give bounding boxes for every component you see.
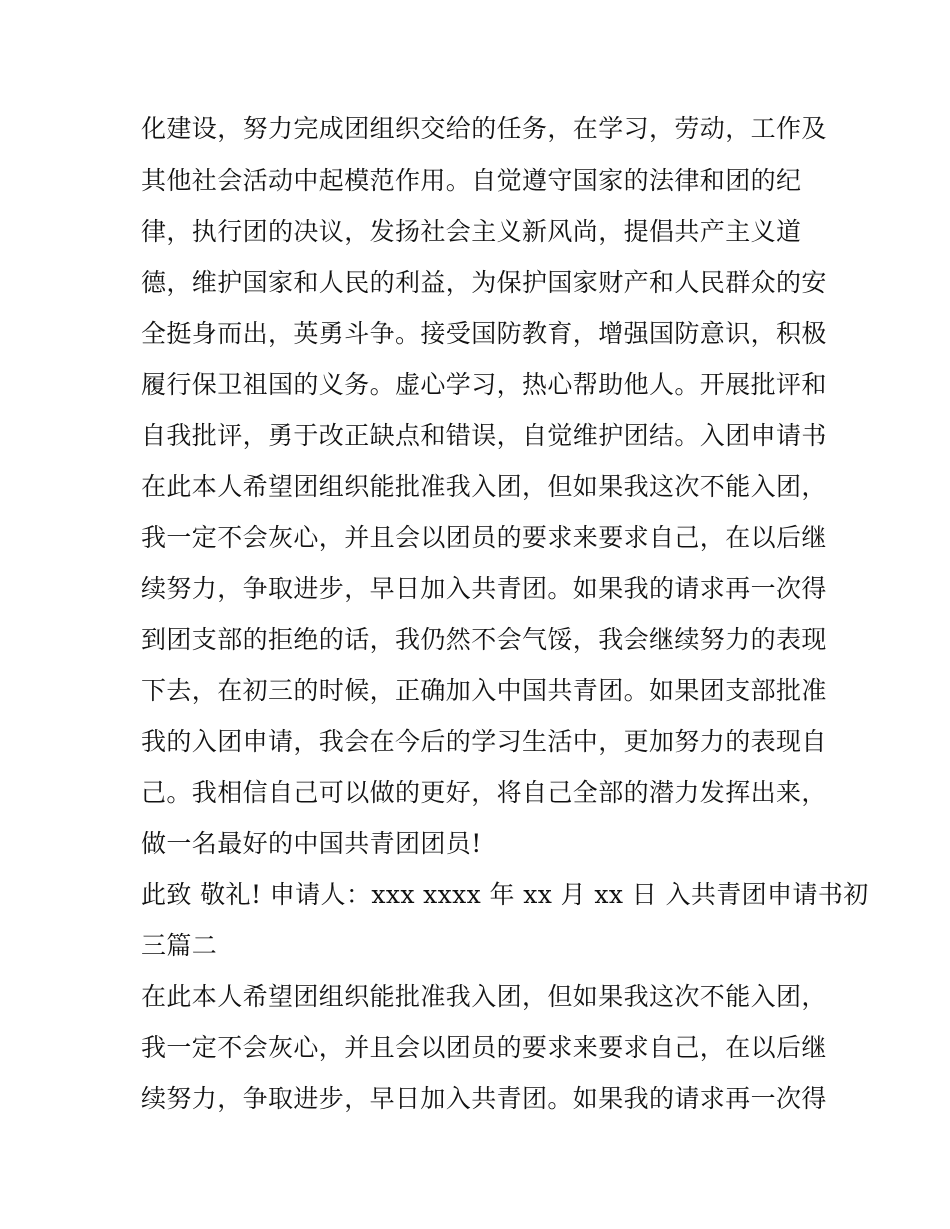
text-line: 履行保卫祖国的义务。虚心学习，热心帮助他人。开展批评和	[141, 370, 827, 399]
text-line: 我的入团申请，我会在今后的学习生活中，更加努力的表现自	[141, 727, 827, 756]
text-line: 我一定不会灰心，并且会以团员的要求来要求自己，在以后继	[141, 523, 827, 552]
text-line: 在此本人希望团组织能批准我入团，但如果我这次不能入团，	[141, 982, 827, 1011]
text-line: 做一名最好的中国共青团团员!	[141, 829, 482, 858]
text-line: 全挺身而出，英勇斗争。接受国防教育，增强国防意识，积极	[141, 319, 827, 348]
text-line: 续努力，争取进步，早日加入共青团。如果我的请求再一次得	[141, 1084, 827, 1113]
text-line: 己。我相信自己可以做的更好，将自己全部的潜力发挥出来，	[141, 778, 827, 807]
text-line: 化建设，努力完成团组织交给的任务，在学习，劳动，工作及	[141, 114, 827, 143]
text-line: 律，执行团的决议，发扬社会主义新风尚，提倡共产主义道	[141, 217, 802, 246]
text-line: 德，维护国家和人民的利益，为保护国家财产和人民群众的安	[141, 268, 827, 297]
text-line: 到团支部的拒绝的话，我仍然不会气馁，我会继续努力的表现	[141, 625, 827, 654]
text-line: 其他社会活动中起模范作用。自觉遵守国家的法律和团的纪	[141, 166, 802, 195]
text-line: 三篇二	[141, 931, 218, 960]
text-line: 在此本人希望团组织能批准我入团，但如果我这次不能入团，	[141, 472, 827, 501]
text-line: 续努力，争取进步，早日加入共青团。如果我的请求再一次得	[141, 574, 827, 603]
text-line: 自我批评，勇于改正缺点和错误，自觉维护团结。入团申请书	[141, 421, 827, 450]
text-line: 此致 敬礼! 申请人：xxx xxxx 年 xx 月 xx 日 入共青团申请书初	[141, 880, 869, 909]
text-line: 我一定不会灰心，并且会以团员的要求来要求自己，在以后继	[141, 1033, 827, 1062]
text-line: 下去，在初三的时候，正确加入中国共青团。如果团支部批准	[141, 676, 827, 705]
